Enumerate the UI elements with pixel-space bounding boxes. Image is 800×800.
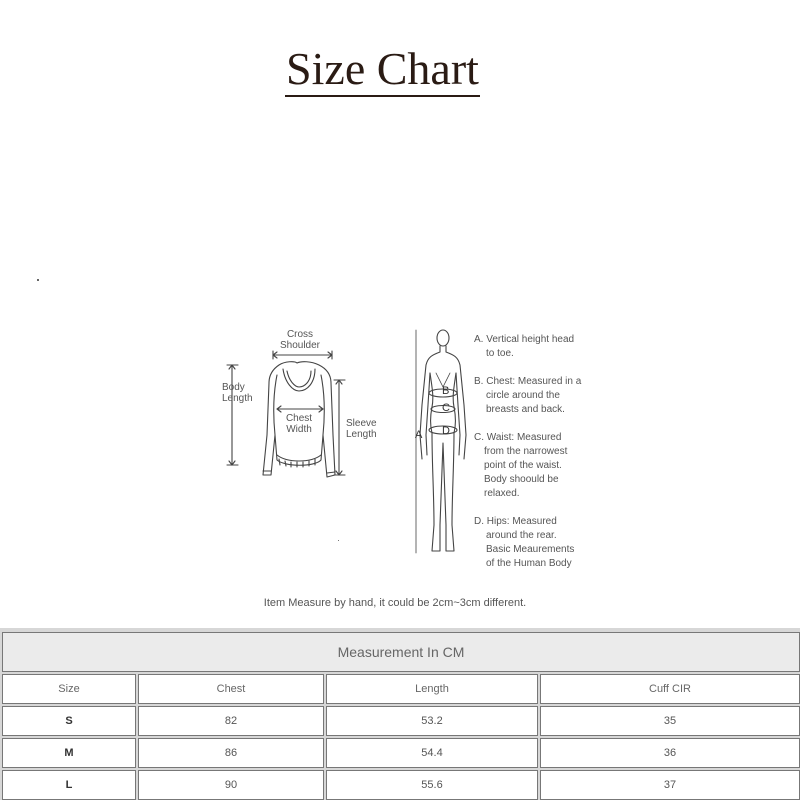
header-length: Length [326, 674, 538, 704]
note-c-line: point of the waist. [484, 460, 562, 471]
table-cell-size: L [2, 770, 136, 800]
table-cell-cuff: 36 [540, 738, 800, 768]
body-length-label [222, 382, 253, 404]
stray-dot [338, 540, 339, 541]
chest-width-line2: Width [286, 424, 312, 435]
table-cell-size: M [2, 738, 136, 768]
cross-shoulder-line2: Shoulder [279, 340, 321, 351]
note-d-line: Basic Meaurements [486, 544, 575, 555]
note-a-line: to toe. [486, 348, 514, 359]
note-c [474, 431, 567, 501]
cross-shoulder-line1: Cross [286, 329, 314, 340]
note-b-line: circle around the [486, 390, 560, 401]
table-cell-chest: 86 [138, 738, 324, 768]
table-cell-cuff: 37 [540, 770, 800, 800]
note-c-line: from the narrowest [484, 446, 568, 457]
chest-width-line1: Chest [285, 413, 313, 424]
table-cell-length: 53.2 [326, 706, 538, 736]
body-length-line1: Body [222, 382, 245, 393]
table-cell-size: S [2, 706, 136, 736]
title-text: Size Chart [285, 43, 480, 97]
stray-dot [37, 279, 39, 281]
note-c-line: relaxed. [484, 488, 520, 499]
letter-a: A [415, 429, 423, 441]
note-d-line: D. Hips: Measured [474, 516, 557, 527]
note-b [474, 375, 581, 417]
letter-b: B [442, 385, 450, 397]
table-cell-chest: 90 [138, 770, 324, 800]
cross-shoulder-label [272, 329, 328, 351]
note-c-line: Body shoould be [484, 474, 559, 485]
note-b-line: B. Chest: Measured in a [474, 376, 582, 387]
note-c-line: C. Waist: Measured [474, 432, 562, 443]
letter-c: C [442, 402, 450, 414]
table-caption-band [2, 632, 800, 672]
header-size: Size [2, 674, 136, 704]
header-chest: Chest [138, 674, 324, 704]
chest-width-label [280, 413, 318, 435]
note-a [474, 333, 574, 361]
sleeve-length-line2: Length [346, 429, 377, 440]
table-cell-cuff: 35 [540, 706, 800, 736]
body-figure [410, 325, 480, 560]
sleeve-length-line1: Sleeve [346, 418, 377, 429]
note-a-line: A. Vertical height head [474, 334, 575, 345]
page-title [0, 42, 765, 95]
note-d [474, 515, 574, 571]
body-length-line2: Length [222, 393, 253, 404]
table-caption: Measurement In CM [337, 644, 465, 660]
note-d-line: around the rear. [486, 530, 557, 541]
note-d-line: of the Human Body [486, 558, 572, 569]
measure-note: Item Measure by hand, it could be 2cm~3cm different. [263, 597, 527, 609]
table-cell-length: 54.4 [326, 738, 538, 768]
note-b-line: breasts and back. [486, 404, 565, 415]
letter-d: D [442, 425, 450, 437]
header-cuff-cir: Cuff CIR [540, 674, 800, 704]
table-cell-chest: 82 [138, 706, 324, 736]
sleeve-length-label [346, 418, 377, 440]
table-cell-length: 55.6 [326, 770, 538, 800]
